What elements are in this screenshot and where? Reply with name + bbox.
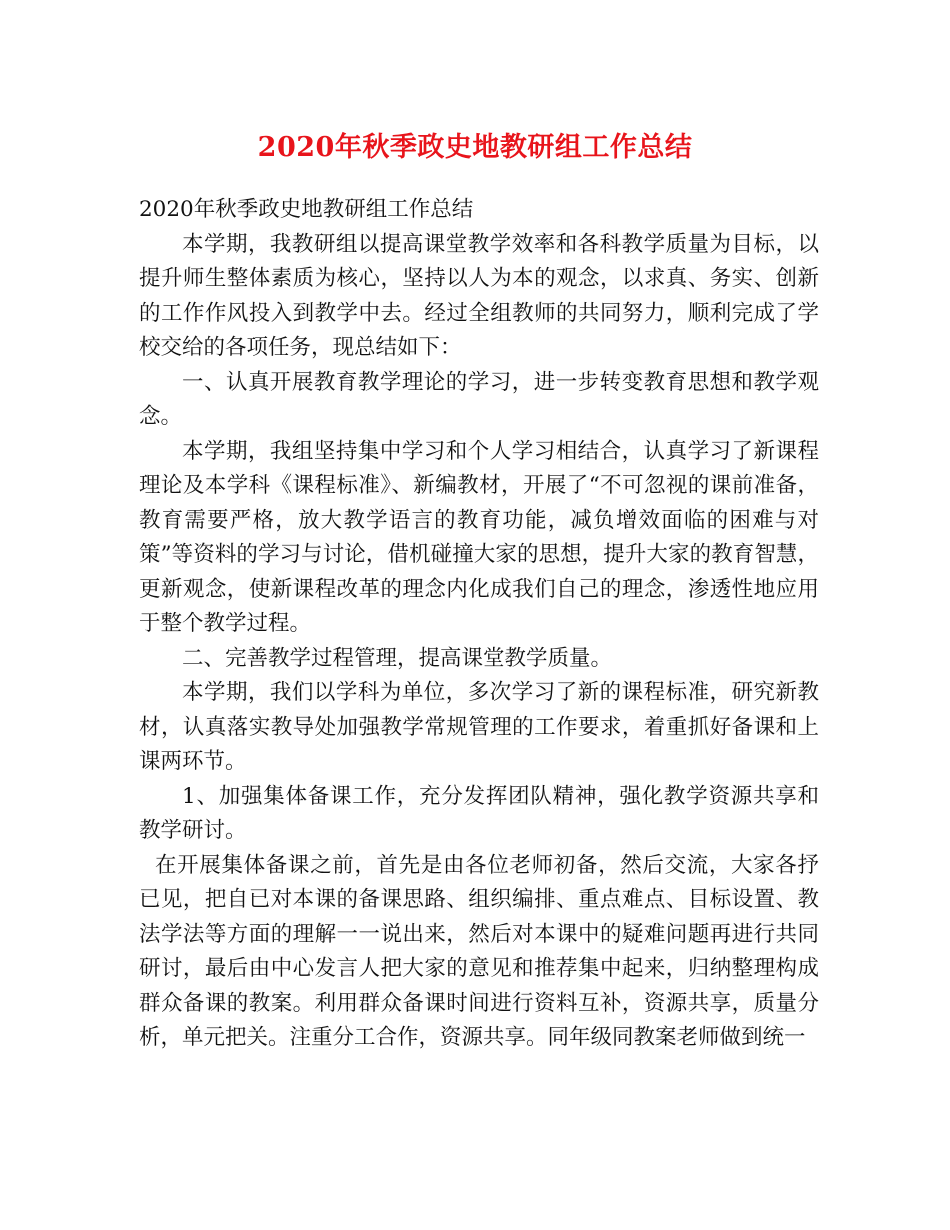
section-heading-1: 一、认真开展教育教学理论的学习，进一步转变教育思想和教学观念。	[139, 369, 819, 429]
section-heading-2: 二、完善教学过程管理，提高课堂教学质量。	[182, 645, 613, 671]
subtitle-paragraph: 2020年秋季政史地教研组工作总结	[139, 197, 474, 222]
subsection-heading-1: 1、加强集体备课工作，充分发挥团队精神，强化教学资源共享和教学研讨。	[139, 783, 819, 843]
document-body	[139, 193, 819, 1056]
intro-paragraph: 本学期，我教研组以提高课堂教学效率和各科教学质量为目标，以提升师生整体素质为核心，坚持以人为本的观念，以求真、务实、创新的工作作风投入到教学中去。经过全组教师的共同努力，顺利完成了学校交给的各项任务，现总结如下：	[139, 231, 819, 360]
body-paragraph: 在开展集体备课之前，首先是由各位老师初备，然后交流，大家各抒已见，把自已对本课的备课思路、组织编排、重点难点、目标设置、教法学法等方面的理解一一说出来，然后对本课中的疑难问题再进行共同研讨，最后由中心发言人把大家的意见和推荐集中起来，归纳整理构成群众备课的教案。利用群众备课时间进行资料互补，资源共享，质量分析，单元把关。注重分工合作，资源共享。同年级同教案老师做到统一	[139, 852, 819, 1050]
document-title: 2020年秋季政史地教研组工作总结	[257, 132, 693, 163]
body-paragraph: 本学期，我们以学科为单位，多次学习了新的课程标准，研究新教材，认真落实教导处加强教学常规管理的工作要求，着重抓好备课和上课两环节。	[139, 680, 819, 774]
body-paragraph: 本学期，我组坚持集中学习和个人学习相结合，认真学习了新课程理论及本学科《课程标准》、新编教材，开展了“不可忽视的课前准备，教育需要严格，放大教学语言的教育功能，减负增效面临的困难与对策”等资料的学习与讨论，借机碰撞大家的思想，提升大家的教育智慧，更新观念，使新课程改革的理念内化成我们自己的理念，渗透性地应用于整个教学过程。	[139, 438, 819, 636]
